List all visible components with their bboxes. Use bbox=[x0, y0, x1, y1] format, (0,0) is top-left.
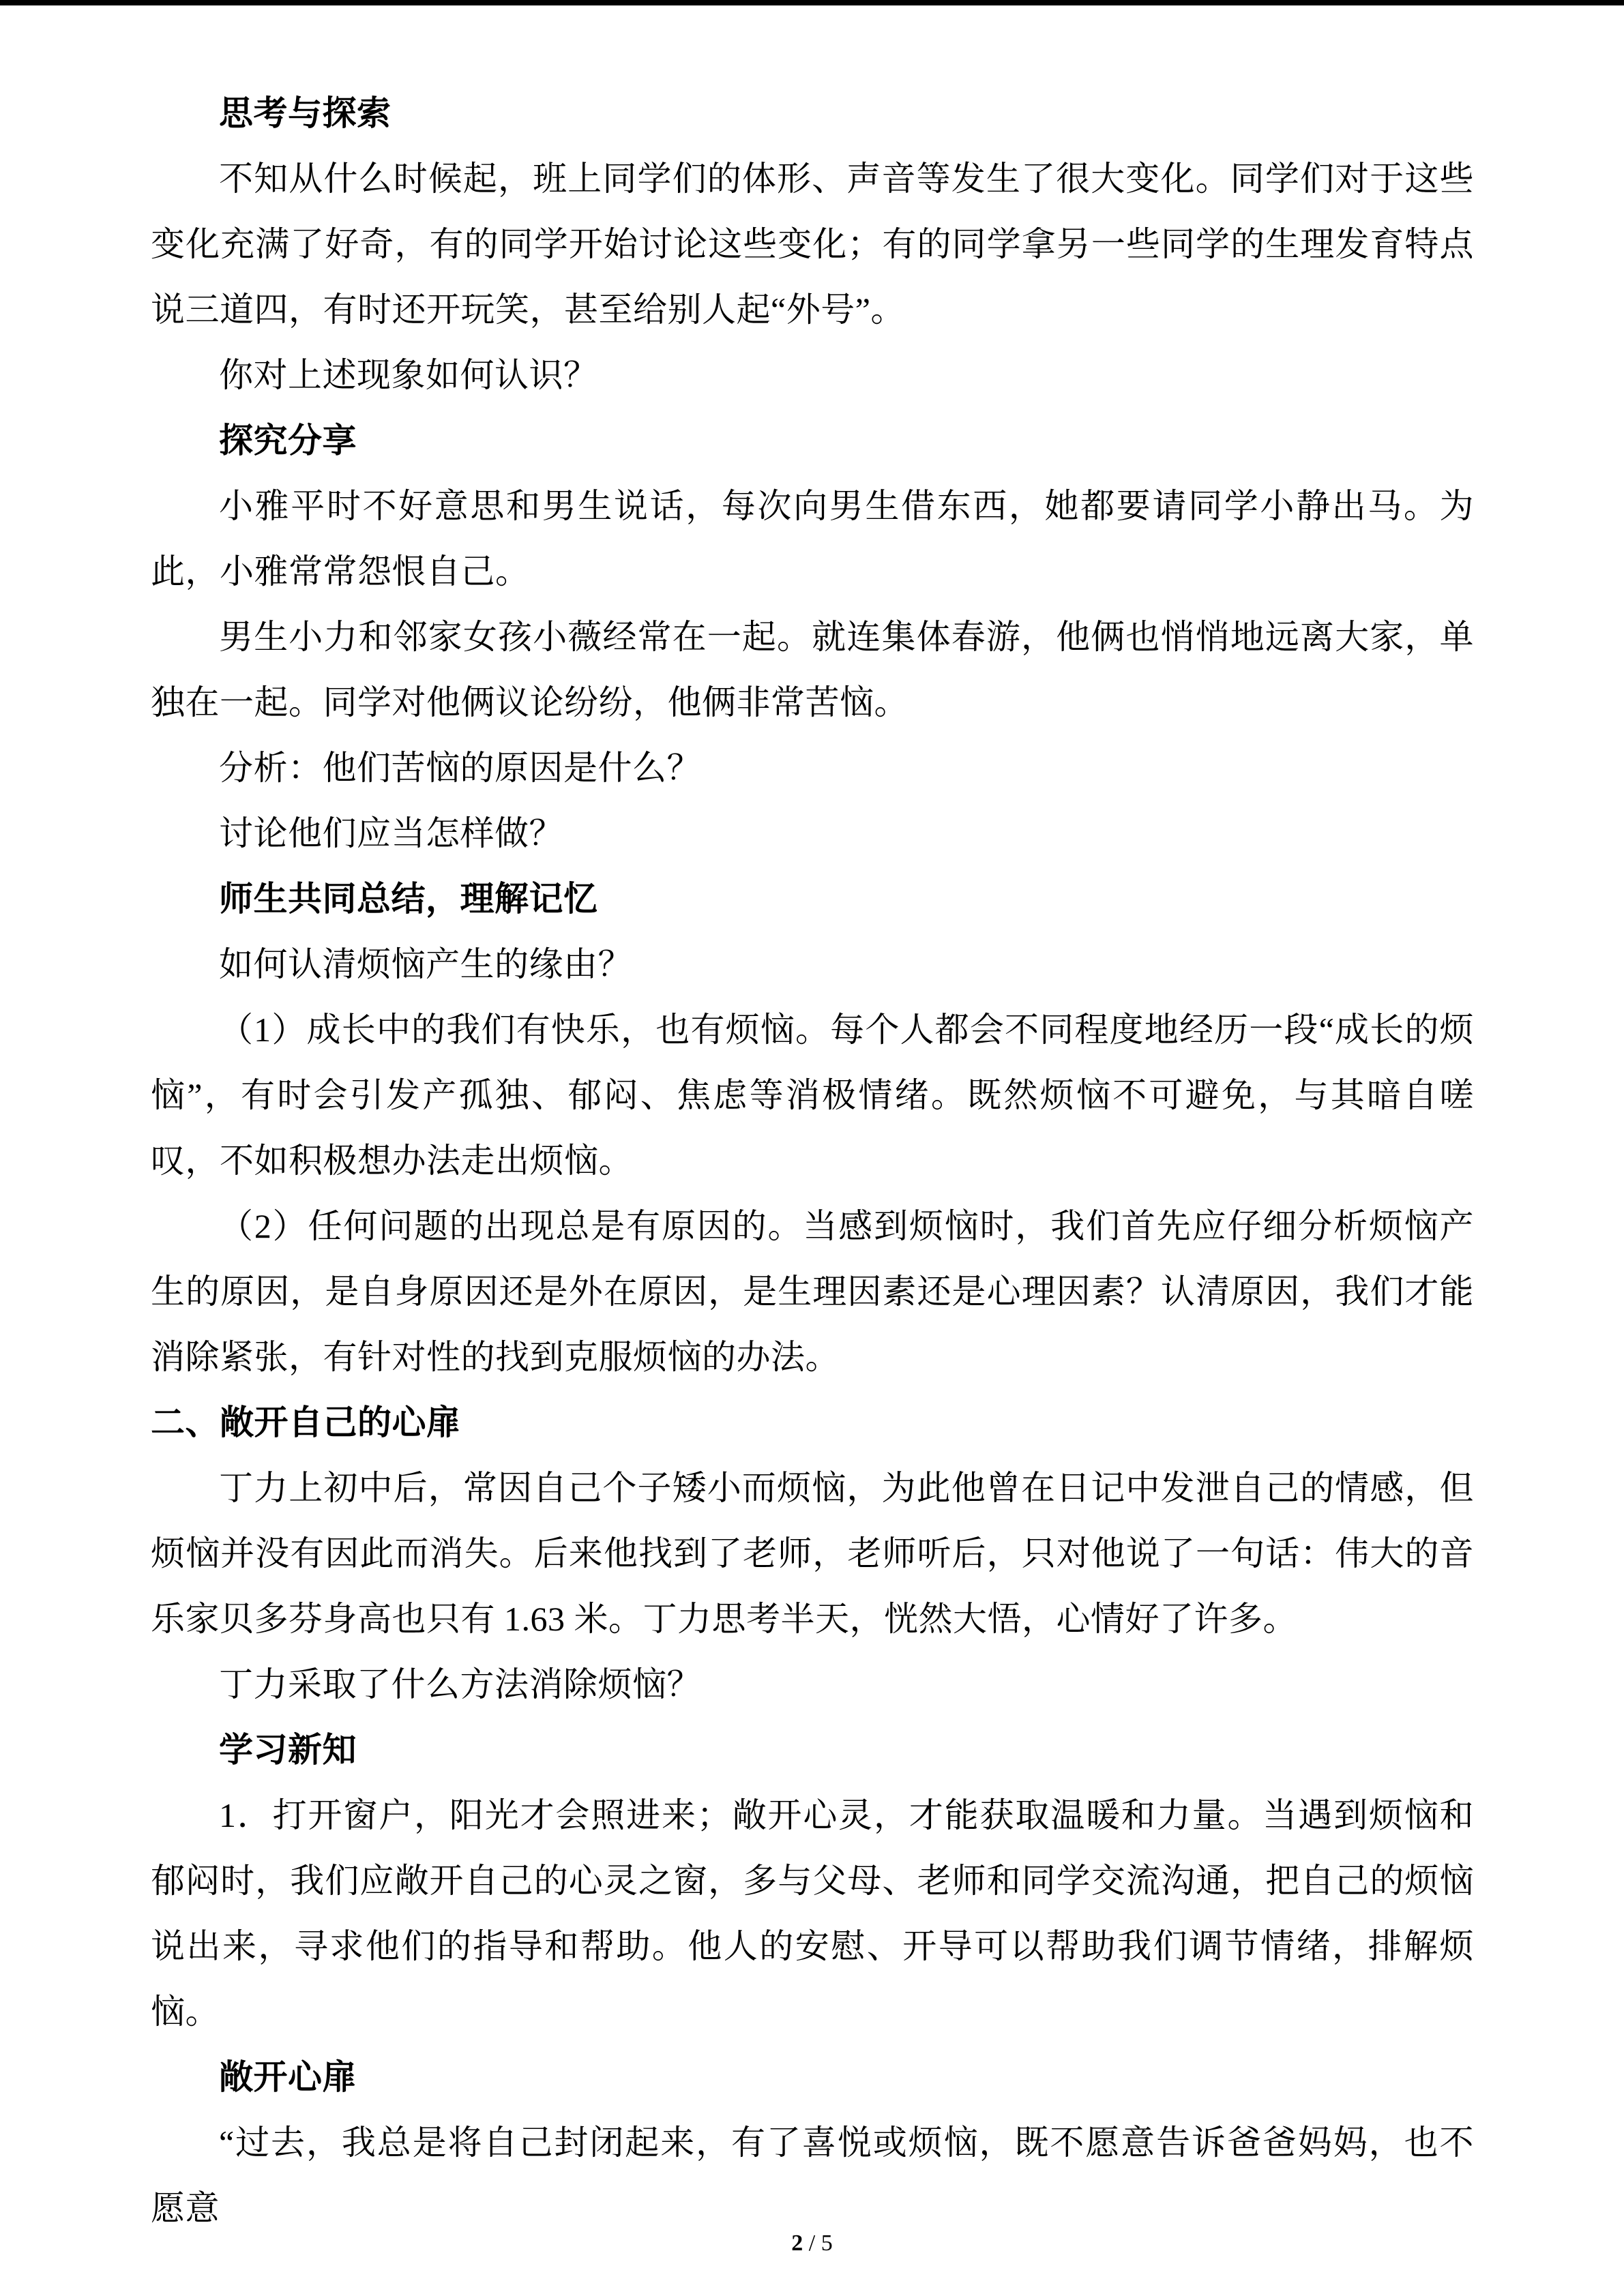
section-heading: 二、敞开自己的心扉 bbox=[151, 1403, 461, 1442]
document-content bbox=[151, 80, 1474, 2241]
paragraph: 讨论他们应当怎样做？ bbox=[219, 814, 563, 852]
page-number-current: 2 bbox=[791, 2231, 803, 2256]
paragraph: （1）成长中的我们有快乐，也有烦恼。每个人都会不同程度地经历一段“成长的烦恼”，有时会引发产孤独、郁闷、焦虑等消极情绪。既然烦恼不可避免，与其暗自嗟叹，不如积极想办法走出烦恼。 bbox=[151, 1011, 1474, 1180]
paragraph: 丁力采取了什么方法消除烦恼？ bbox=[219, 1665, 701, 1703]
page-number-total: 5 bbox=[821, 2231, 833, 2256]
window-top-border bbox=[0, 0, 1624, 5]
paragraph: 1．打开窗户，阳光才会照进来；敞开心灵，才能获取温暖和力量。当遇到烦恼和郁闷时，我们应敞开自己的心灵之窗，多与父母、老师和同学交流沟通，把自己的烦恼说出来，寻求他们的指导和帮助。他人的安慰、开导可以帮助我们调节情绪，排解烦恼。 bbox=[151, 1796, 1474, 2031]
paragraph: 小雅平时不好意思和男生说话，每次向男生借东西，她都要请同学小静出马。为此，小雅常常怨恨自己。 bbox=[151, 487, 1474, 591]
paragraph: “过去，我总是将自己封闭起来，有了喜悦或烦恼，既不愿意告诉爸爸妈妈，也不愿意 bbox=[151, 2123, 1474, 2227]
paragraph: 如何认清烦恼产生的缘由？ bbox=[219, 945, 632, 983]
section-heading: 学习新知 bbox=[219, 1731, 357, 1769]
paragraph: 分析：他们苦恼的原因是什么？ bbox=[219, 749, 701, 787]
paragraph: 丁力上初中后，常因自己个子矮小而烦恼，为此他曾在日记中发泄自己的情感，但烦恼并没有因此而消失。后来他找到了老师，老师听后，只对他说了一句话：伟大的音乐家贝多芬身高也只有 1.63 米。丁力思考半天，恍然大悟，心情好了许多。 bbox=[151, 1469, 1474, 1638]
section-heading: 敞开心扉 bbox=[219, 2058, 357, 2096]
paragraph: （2）任何问题的出现总是有原因的。当感到烦恼时，我们首先应仔细分析烦恼产生的原因，是自身原因还是外在原因，是生理因素还是心理因素？认清原因，我们才能消除紧张，有针对性的找到克服烦恼的办法。 bbox=[151, 1207, 1474, 1376]
section-heading: 探究分享 bbox=[219, 421, 357, 460]
section-heading: 师生共同总结，理解记忆 bbox=[219, 880, 598, 918]
section-heading: 思考与探索 bbox=[219, 94, 392, 132]
page-number-separator: / bbox=[803, 2231, 821, 2256]
paragraph: 不知从什么时候起，班上同学们的体形、声音等发生了很大变化。同学们对于这些变化充满了好奇，有的同学开始讨论这些变化；有的同学拿另一些同学的生理发育特点说三道四，有时还开玩笑，甚至给别人起“外号”。 bbox=[151, 160, 1474, 329]
page-number bbox=[0, 2231, 1624, 2256]
paragraph: 男生小力和邻家女孩小薇经常在一起。就连集体春游，他俩也悄悄地远离大家，单独在一起。同学对他俩议论纷纷，他俩非常苦恼。 bbox=[151, 618, 1474, 721]
paragraph: 你对上述现象如何认识？ bbox=[219, 356, 598, 394]
